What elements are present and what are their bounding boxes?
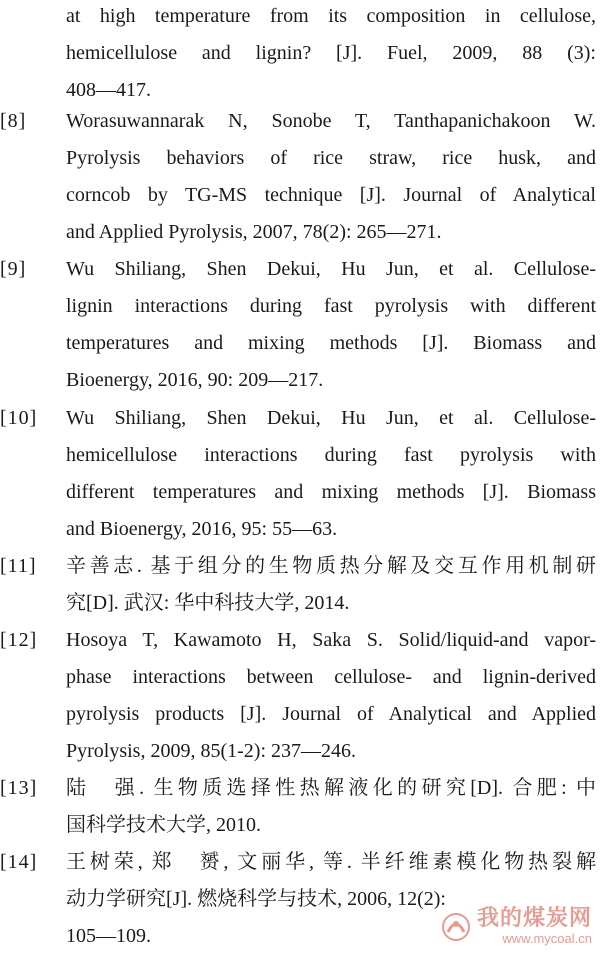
reference-line: 究[D]. 武汉: 华中科技大学, 2014. [66,592,350,614]
reference-number: [10] [0,407,38,429]
reference-line: hemicellulose and lignin? [J]. Fuel, 2009, 88 (3): [66,42,596,64]
reference-line: Wu Shiliang, Shen Dekui, Hu Jun, et al. Cellulose- [66,258,596,280]
reference-line: 陆 强. 生物质选择性热解液化的研究[D]. 合肥: 中 [66,777,596,799]
watermark-title: 我的煤炭网 [476,906,592,931]
reference-10 [0,400,600,548]
watermark-url: www.mycoal.cn [502,931,592,946]
reference-line: Worasuwannarak N, Sonobe T, Tanthapanichakoon W. [66,110,596,132]
reference-12 [0,622,600,770]
reference-14 [0,844,600,955]
reference-number: [9] [0,258,27,280]
reference-line: lignin interactions during fast pyrolysis with different [66,295,596,317]
reference-number: [14] [0,851,38,873]
reference-line: phase interactions between cellulose- and lignin-derived [66,666,596,688]
reference-line: 辛善志. 基于组分的生物质热分解及交互作用机制研 [66,555,596,577]
reference-7-continuation [66,0,596,109]
reference-line: pyrolysis products [J]. Journal of Analytical and Applied [66,703,596,725]
reference-line: Bioenergy, 2016, 90: 209—217. [66,369,324,391]
reference-number: [11] [0,555,37,577]
reference-line: different temperatures and mixing methods [J]. Biomass [66,481,596,503]
reference-line: and Applied Pyrolysis, 2007, 78(2): 265—271. [66,221,442,243]
reference-line: 动力学研究[J]. 燃烧科学与技术, 2006, 12(2): [66,888,446,910]
reference-number: [12] [0,629,38,651]
reference-8 [0,103,600,251]
reference-number: [8] [0,110,27,132]
reference-line: temperatures and mixing methods [J]. Biomass and [66,332,596,354]
reference-line: 国科学技术大学, 2010. [66,814,261,836]
reference-13 [0,770,600,844]
reference-line: Wu Shiliang, Shen Dekui, Hu Jun, et al. Cellulose- [66,407,596,429]
reference-number: [13] [0,777,38,799]
reference-line: hemicellulose interactions during fast pyrolysis with [66,444,596,466]
reference-line: 105—109. [66,925,151,947]
reference-line: Pyrolysis, 2009, 85(1-2): 237—246. [66,740,356,762]
reference-line: and Bioenergy, 2016, 95: 55—63. [66,518,338,540]
reference-line: at high temperature from its composition in cellulose, [66,5,596,27]
reference-11 [0,548,600,622]
reference-9 [0,251,600,399]
reference-line: 408—417. [66,79,151,101]
reference-line: 王树荣, 郑 赟, 文丽华, 等. 半纤维素模化物热裂解 [66,851,596,873]
reference-line: corncob by TG-MS technique [J]. Journal of Analytical [66,184,596,206]
reference-line: Hosoya T, Kawamoto H, Saka S. Solid/liquid-and vapor- [66,629,596,651]
reference-line: Pyrolysis behaviors of rice straw, rice husk, and [66,147,596,169]
